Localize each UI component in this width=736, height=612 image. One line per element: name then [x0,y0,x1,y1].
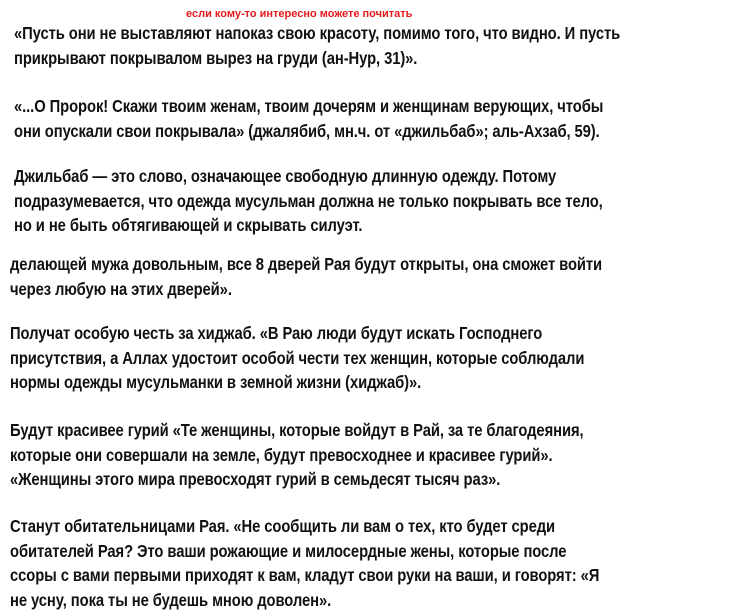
text-line: но и не быть обтягивающей и скрывать силуэт. [14,213,603,238]
paragraph-jilbab-definition [14,164,603,238]
text-line: обитателей Рая? Это ваши рожающие и милосердные жены, которые после [10,539,599,564]
text-line: Джильбаб — это слово, означающее свободную длинную одежду. Потому [14,164,603,189]
text-line: они опускали свои покрывала» (джалябиб, мн.ч. от «джильбаб»; аль-Ахзаб, 59). [14,119,603,144]
text-line: прикрывают покрывалом вырез на груди (ан-Нур, 31)». [14,46,620,71]
text-line: не усну, пока ты не будешь мною доволен». [10,588,599,612]
text-line: присутствия, а Аллах удостоит особой чести тех женщин, которые соблюдали [10,346,584,371]
red-note: если кому-то интересно можете почитать [186,8,412,20]
paragraph-inhabitants-of-paradise [10,514,599,612]
paragraph-more-beautiful [10,418,584,492]
paragraph-an-nur-quote [14,21,620,70]
paragraph-special-honor [10,321,584,395]
paragraph-al-ahzab-quote [14,94,603,143]
text-line: «...О Пророк! Скажи твоим женам, твоим дочерям и женщинам верующих, чтобы [14,94,603,119]
text-line: Станут обитательницами Рая. «Не сообщить ли вам о тех, кто будет среди [10,514,599,539]
text-line: через любую на этих дверей». [10,277,602,302]
text-line: нормы одежды мусульманки в земной жизни (хиджаб)». [10,370,584,395]
text-line: «Женщины этого мира превосходят гурий в семьдесят тысяч раз». [10,467,584,492]
text-line: «Пусть они не выставляют напоказ свою красоту, помимо того, что видно. И пусть [14,21,620,46]
text-line: Будут красивее гурий «Те женщины, которые войдут в Рай, за те благодеяния, [10,418,584,443]
text-line: которые они совершали на земле, будут превосходнее и красивее гурий». [10,443,584,468]
text-line: подразумевается, что одежда мусульман должна не только покрывать все тело, [14,189,603,214]
text-line: Получат особую честь за хиджаб. «В Раю люди будут искать Господнего [10,321,584,346]
text-line: делающей мужа довольным, все 8 дверей Рая будут открыты, она сможет войти [10,252,602,277]
paragraph-eight-doors [10,252,602,301]
text-line: ссоры с вами первыми приходят к вам, кладут свои руки на ваши, и говорят: «Я [10,563,599,588]
